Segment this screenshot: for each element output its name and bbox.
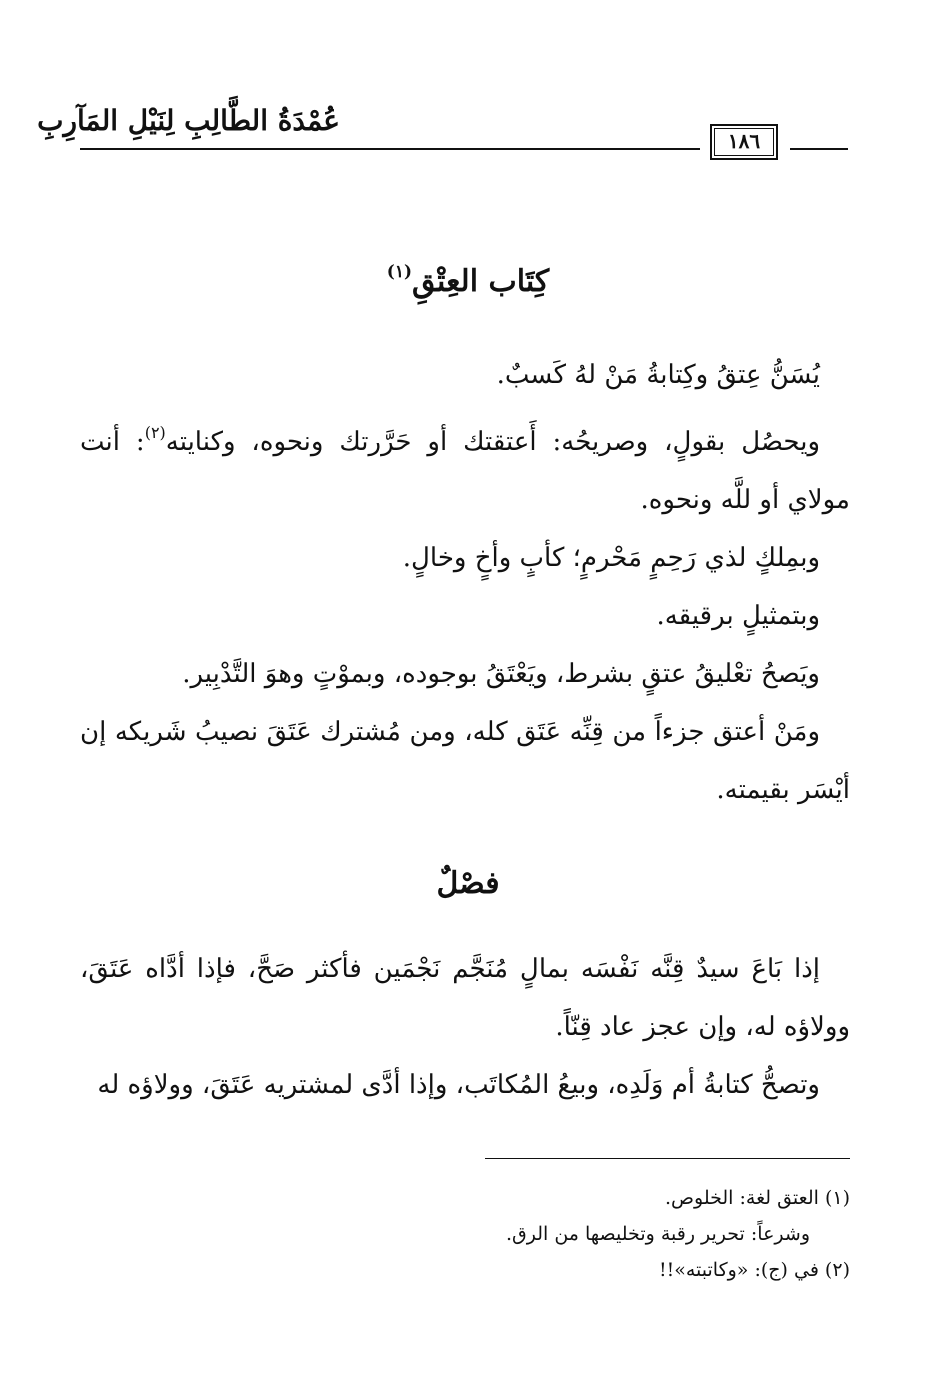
footnote-2: (٢) في (ج): «وكاتبته»!! [658, 1259, 850, 1281]
paragraph-4: وبتمثيلٍ برقيقه. [656, 601, 820, 631]
chapter-title [0, 262, 936, 299]
header-rule-right [790, 148, 848, 150]
paragraph-5: ويَصحُ تعْليقُ عتقٍ بشرط، ويَعْتَقُ بوجوده، وبموْتٍ وهوَ التَّدْبِير. [182, 659, 820, 689]
chapter-title-text: كِتَاب العِتْقِ [412, 264, 550, 299]
section-heading-fasl: فصْلٌ [436, 866, 500, 901]
paragraph-2 [80, 404, 850, 529]
paragraph-3: وبمِلكٍ لذي رَحِمٍ مَحْرمٍ؛ كأبٍ وأخٍ وخالٍ. [402, 543, 820, 573]
footnote-separator [485, 1158, 850, 1159]
footnote-ref-1: (١) [386, 262, 413, 282]
running-header-title: عُمْدَةُ الطَّالِبِ لِنَيْلِ المَآرِبِ [37, 104, 340, 137]
section-body [80, 940, 850, 1114]
footnote-1-continuation: وشرعاً: تحرير رقبة وتخليصها من الرق. [505, 1223, 810, 1245]
header-rule-left [80, 148, 700, 150]
paragraph-7: إذا بَاعَ سيدٌ قِنَّه نَفْسَه بمالٍ مُنَجَّم نَجْمَين فأكثر صَحَّ، فإذا أدَّاه عَتَقَ، وولاؤه له، وإن عجز عاد قِنّاً. [80, 954, 850, 1042]
paragraph-8: وتصحُّ كتابةُ أم وَلَدِه، وبيعُ المُكاتَب، وإذا أدَّى لمشتريه عَتَقَ، وولاؤه له [97, 1070, 820, 1100]
footnotes [80, 1180, 850, 1288]
page-number-box: ١٨٦ [710, 124, 778, 160]
paragraph-2-text-a: ويحصُل بقولٍ، وصريحُه: أَعتقتك أو حَرَّرتك ونحوه، وكنايته [165, 427, 821, 457]
footnote-1: (١) العتق لغة: الخلوص. [665, 1187, 850, 1209]
paragraph-6: ومَنْ أعتق جزءاً من قِنِّه عَتَق كله، ومن مُشترك عَتَقَ نصيبُ شَريكه إن أيْسَر بقيمته. [80, 717, 850, 805]
footnote-ref-2: (٢) [144, 423, 166, 442]
chapter-body [80, 346, 850, 819]
paragraph-2-text-b: : أنت مولاي أو للَّه ونحوه. [80, 427, 850, 515]
paragraph-1: يُسَنُّ عِتقُ وكِتابةُ مَنْ لهُ كَسبٌ. [496, 360, 820, 390]
